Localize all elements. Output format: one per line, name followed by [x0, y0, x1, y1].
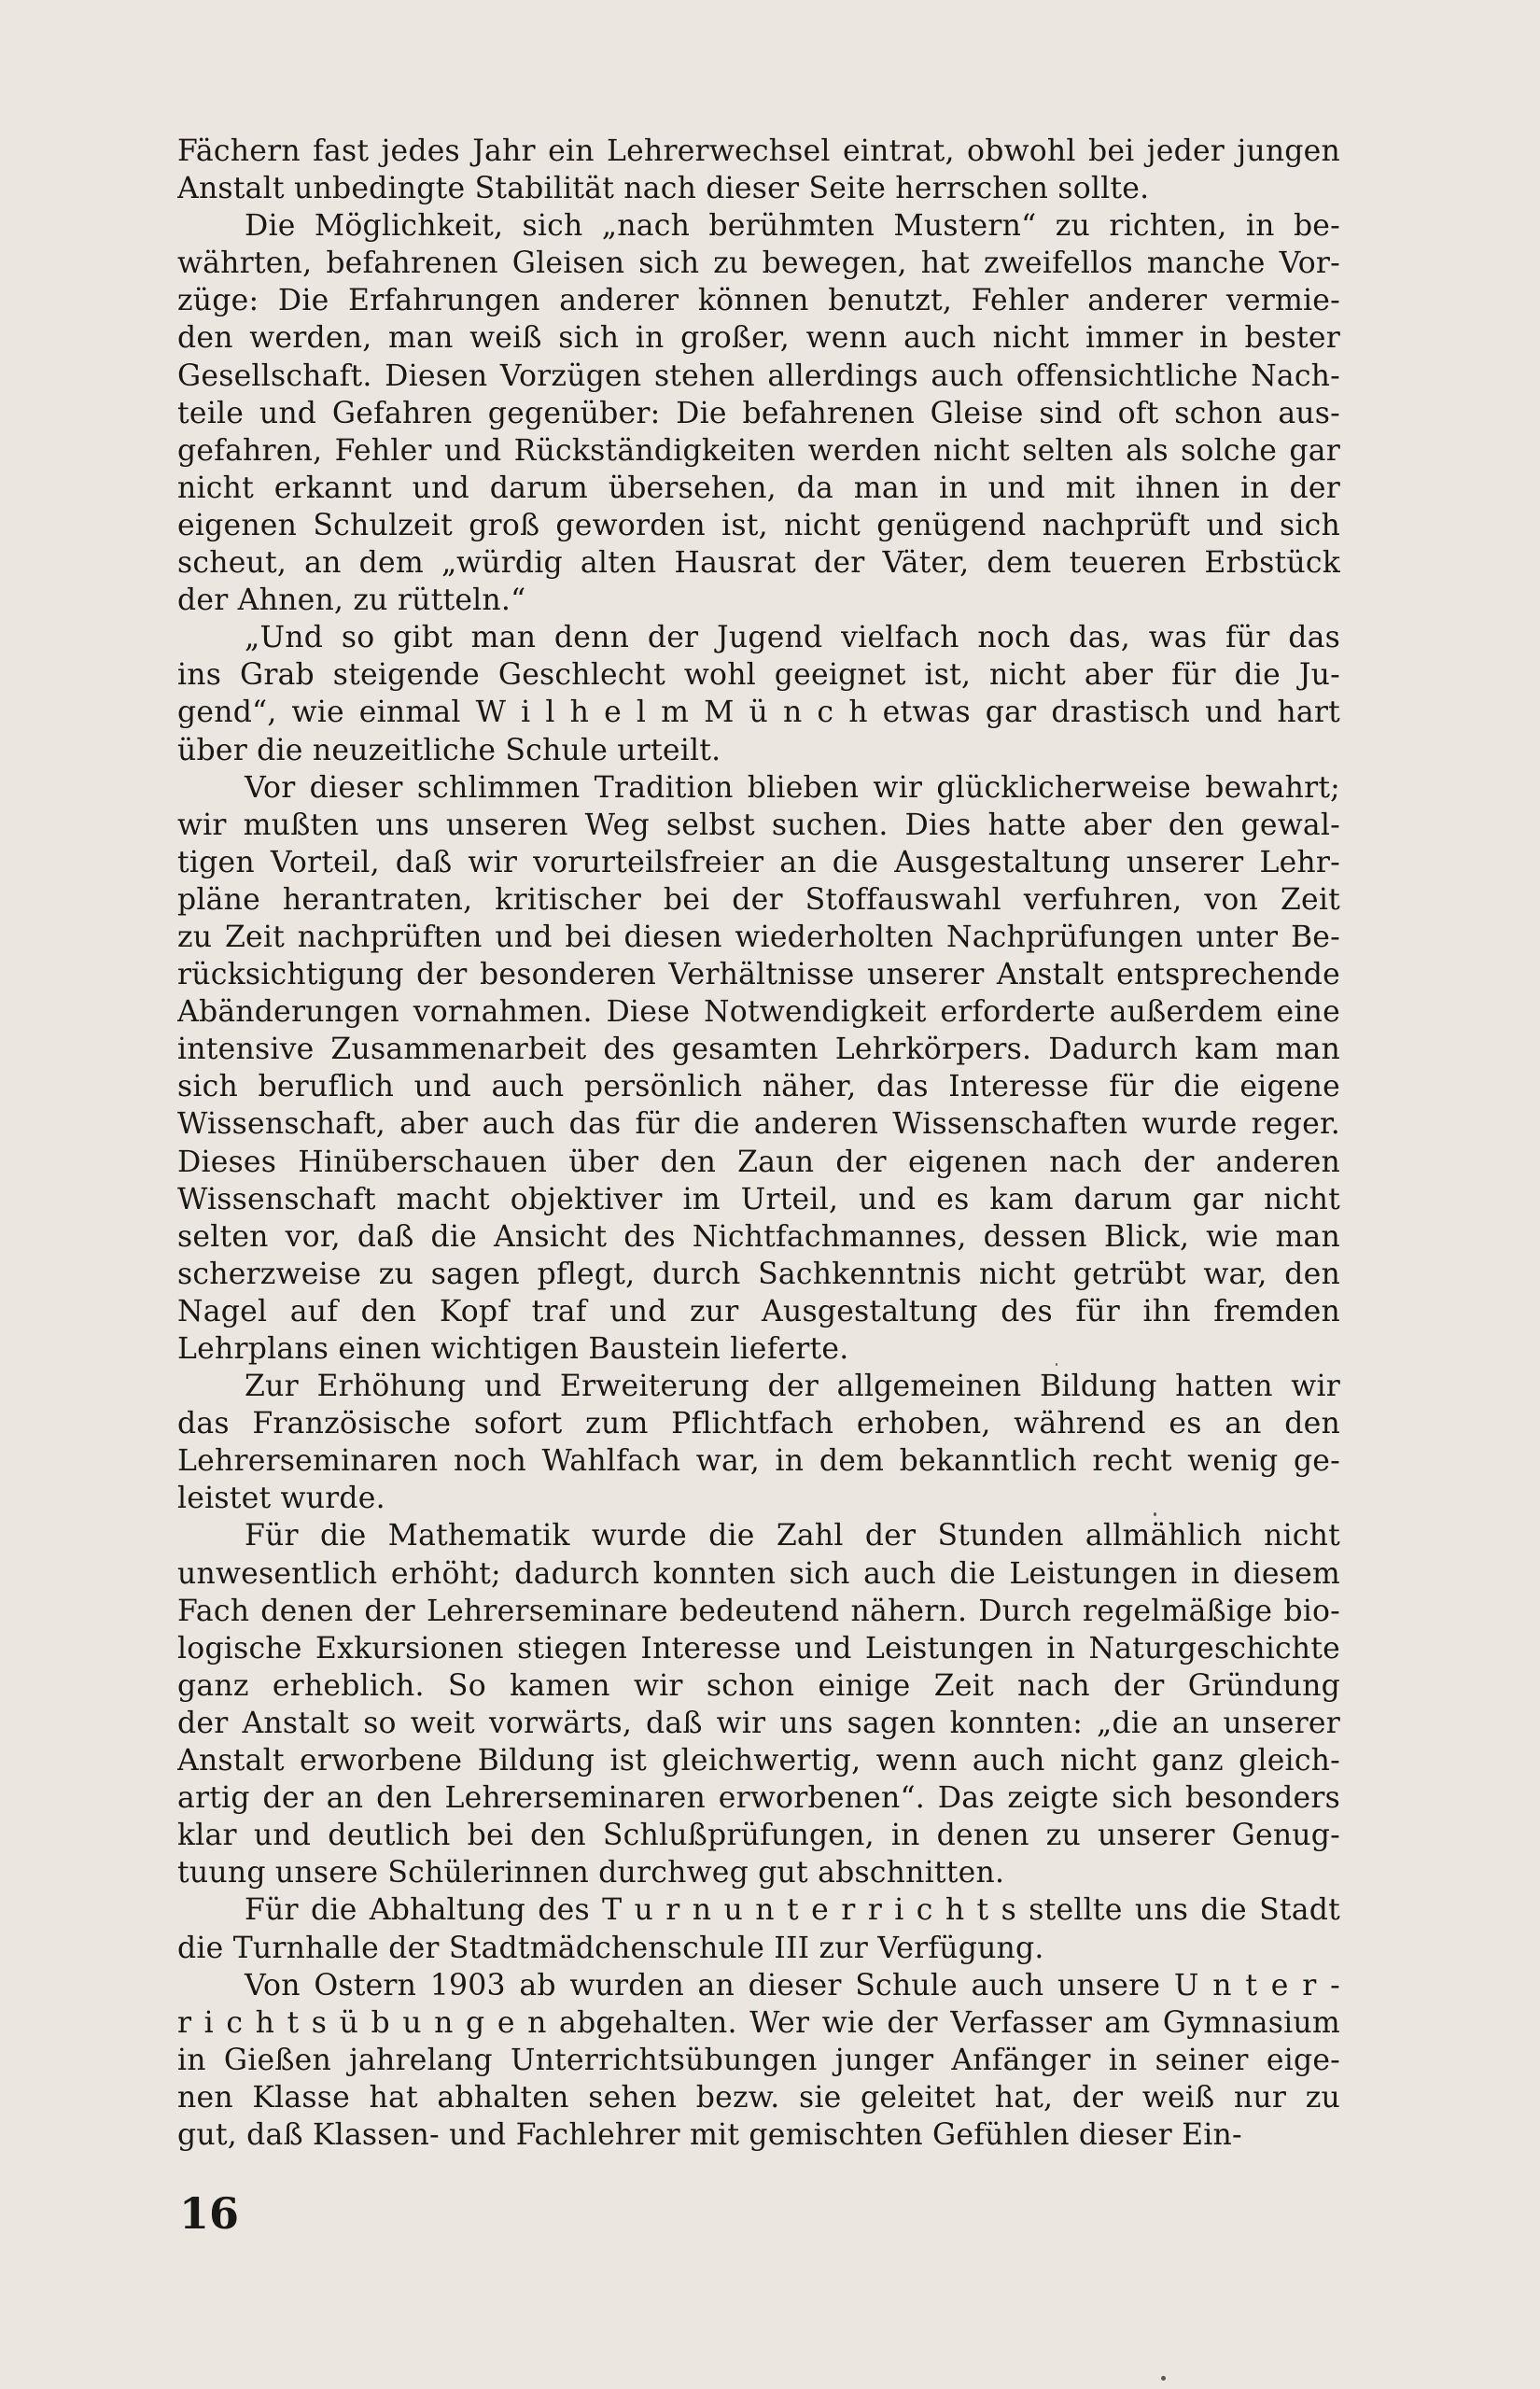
scan-speck — [1056, 1363, 1057, 1366]
text-line: scherzweise zu sagen pflegt, durch Sachkenntnis nicht getrübt war, den — [177, 1257, 1340, 1291]
text-line: gut, daß Klassen- und Fachlehrer mit gemischten Gefühlen dieser Ein- — [177, 2117, 1242, 2152]
text-line: in Gießen jahrelang Unterrichtsübungen junger Anfänger in seiner eige- — [177, 2043, 1340, 2077]
text-line: sich beruflich und auch persönlich näher, das Interesse für die eigene — [177, 1070, 1340, 1104]
text-line: Vor dieser schlimmen Tradition blieben wir glücklicherweise bewahrt; — [245, 770, 1340, 805]
text-line: rücksichtigung der besonderen Verhältnisse unserer Anstalt entsprechende — [177, 958, 1340, 992]
text-line: gefahren, Fehler und Rückständigkeiten werden nicht selten als solche gar — [177, 433, 1340, 468]
text-line: züge: Die Erfahrungen anderer können benutzt, Fehler anderer vermie- — [177, 284, 1340, 318]
text-line: intensive Zusammenarbeit des gesamten Lehrkörpers. Dadurch kam man — [177, 1033, 1340, 1067]
text-line: über die neuzeitliche Schule urteilt. — [177, 733, 721, 767]
text-line: artig der an den Lehrerseminaren erworbenen“. Das zeigte sich besonders — [177, 1781, 1340, 1816]
text-line: die Turnhalle der Stadtmädchenschule III zur Verfügung. — [177, 1931, 1044, 1965]
text-line: Für die Mathematik wurde die Zahl der Stunden allmählich nicht — [245, 1519, 1340, 1553]
text-line: eigenen Schulzeit groß geworden ist, nicht genügend nachprüft und sich — [177, 508, 1340, 542]
text-line: Fächern fast jedes Jahr ein Lehrerwechsel eintrat, obwohl bei jeder jungen — [177, 134, 1340, 168]
text-line: logische Exkursionen stiegen Interesse und Leistungen in Naturgeschichte — [177, 1631, 1340, 1665]
text-line: r i c h t s ü b u n g e n abgehalten. Wer wie der Verfasser am Gymnasium — [177, 2005, 1340, 2040]
text-line: tuung unsere Schülerinnen durchweg gut abschnitten. — [177, 1856, 1005, 1890]
scan-speck — [1154, 1512, 1156, 1516]
text-line: der Anstalt so weit vorwärts, daß wir uns sagen konnten: „die an unserer — [177, 1706, 1340, 1740]
page-number: 16 — [179, 2188, 240, 2239]
text-line: „Und so gibt man denn der Jugend vielfach noch das, was für das — [245, 621, 1340, 655]
text-line: Lehrplans einen wichtigen Baustein lieferte. — [177, 1332, 849, 1366]
text-line: Gesellschaft. Diesen Vorzügen stehen allerdings auch offensichtliche Nach- — [177, 358, 1340, 393]
text-line: währten, befahrenen Gleisen sich zu bewegen, hat zweifellos manche Vor- — [177, 246, 1340, 281]
text-line: leistet wurde. — [177, 1482, 385, 1516]
text-line: zu Zeit nachprüften und bei diesen wiederholten Nachprüfungen unter Be- — [177, 920, 1340, 954]
text-line: Zur Erhöhung und Erweiterung der allgemeinen Bildung hatten wir — [245, 1370, 1340, 1404]
text-line: Wissenschaft macht objektiver im Urteil, und es kam darum gar nicht — [177, 1182, 1340, 1216]
text-line: ins Grab steigende Geschlecht wohl geeignet ist, nicht aber für die Ju- — [177, 658, 1340, 693]
text-line: Anstalt erworbene Bildung ist gleichwertig, wenn auch nicht ganz gleich- — [177, 1744, 1340, 1778]
text-line: tigen Vorteil, daß wir vorurteilsfreier an die Ausgestaltung unserer Lehr- — [177, 845, 1340, 879]
text-line: wir mußten uns unseren Weg selbst suchen. Dies hatte aber den gewal- — [177, 808, 1340, 842]
text-line: Die Möglichkeit, sich „nach berühmten Mustern“ zu richten, in be- — [245, 209, 1340, 244]
text-line: scheut, an dem „würdig alten Hausrat der Väter, dem teueren Erbstück — [177, 546, 1340, 581]
text-line: nen Klasse hat abhalten sehen bezw. sie geleitet hat, der weiß nur zu — [177, 2080, 1340, 2115]
text-line: teile und Gefahren gegenüber: Die befahrenen Gleise sind oft schon aus- — [177, 396, 1340, 430]
text-line: ganz erheblich. So kamen wir schon einige Zeit nach der Gründung — [177, 1668, 1340, 1703]
text-line: Fach denen der Lehrerseminare bedeutend nähern. Durch regelmäßige bio- — [177, 1594, 1340, 1628]
text-line: der Ahnen, zu rütteln.“ — [177, 583, 526, 618]
text-line: unwesentlich erhöht; dadurch konnten sich auch die Leistungen in diesem — [177, 1556, 1340, 1591]
text-line: den werden, man weiß sich in großer, wenn auch nicht immer in bester — [177, 321, 1340, 356]
text-line: Für die Abhaltung des T u r n u n t e r r i c h t s stellte uns die Stadt — [245, 1893, 1340, 1928]
text-line: nicht erkannt und darum übersehen, da man in und mit ihnen in der — [177, 471, 1340, 505]
text-line: Abänderungen vornahmen. Diese Notwendigkeit erforderte außerdem eine — [177, 995, 1340, 1030]
text-line: klar und deutlich bei den Schlußprüfungen, in denen zu unserer Genug- — [177, 1819, 1340, 1853]
text-line: pläne herantraten, kritischer bei der Stoffauswahl verfuhren, von Zeit — [177, 882, 1340, 917]
text-line: selten vor, daß die Ansicht des Nichtfachmannes, dessen Blick, wie man — [177, 1219, 1340, 1254]
text-line: Anstalt unbedingte Stabilität nach dieser Seite herrschen sollte. — [177, 172, 1150, 206]
scan-speck — [1161, 2376, 1166, 2381]
text-line: gend“, wie einmal W i l h e l m M ü n c h etwas gar drastisch und hart — [177, 696, 1340, 730]
text-line: Dieses Hinüberschauen über den Zaun der eigenen nach der anderen — [177, 1145, 1340, 1179]
body-text — [177, 133, 1340, 2154]
text-line: Wissenschaft, aber auch das für die anderen Wissenschaften wurde reger. — [177, 1107, 1340, 1142]
text-line: Nagel auf den Kopf traf und zur Ausgestaltung des für ihn fremden — [177, 1294, 1340, 1328]
text-line: das Französische sofort zum Pflichtfach erhoben, während es an den — [177, 1407, 1340, 1441]
text-line: Lehrerseminaren noch Wahlfach war, in dem bekanntlich recht wenig ge- — [177, 1444, 1340, 1479]
text-line: Von Ostern 1903 ab wurden an dieser Schule auch unsere U n t e r - — [245, 1968, 1340, 2003]
